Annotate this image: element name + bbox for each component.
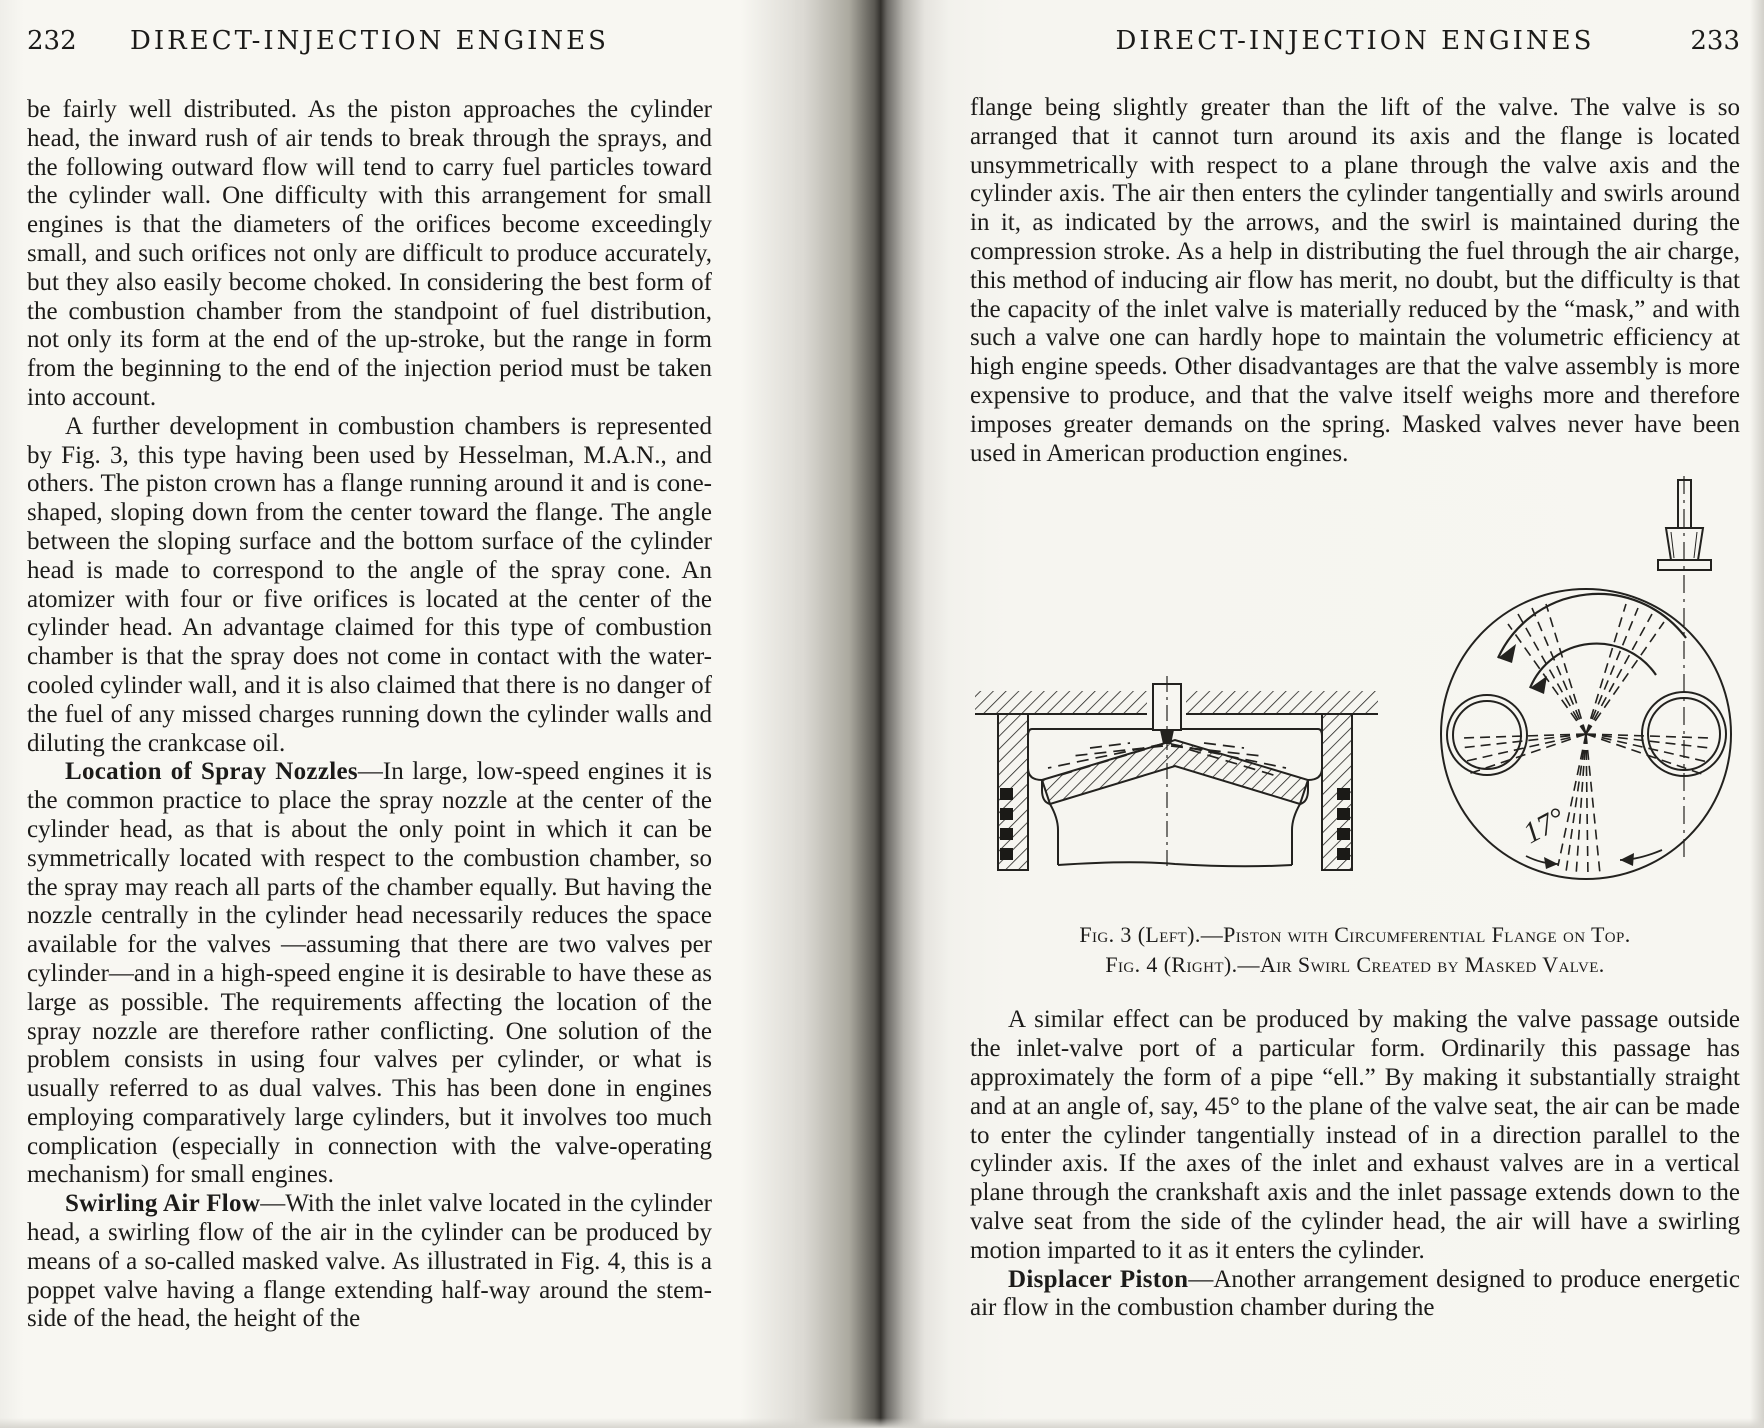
swirl-angle-label: 17° (1517, 801, 1571, 851)
left-page (0, 0, 795, 1428)
right-body-text-lower (970, 1006, 1740, 1323)
swirl-angle-annotation (1518, 802, 1662, 870)
left-page-title: DIRECT-INJECTION ENGINES (130, 26, 609, 56)
right-page (795, 0, 1764, 1428)
left-page-number: 232 (27, 26, 77, 56)
figure-caption-line2: Fig. 4 (Right).—Air Swirl Created by Masked Valve. (1105, 952, 1605, 978)
paragraph: flange being slightly greater than the lift of the valve. The valve is so arranged that it cannot turn around its axis and the flange is located unsymmetrically with respect to a plane through the valve axis and the cylinder axis. The air then enters the cylinder tangentially and swirls around in it, as indicated by the arrows, and the swirl is maintained during the compression stroke. As a help in distributing the fuel through the air charge, this method of inducing air flow has merit, no doubt, but the difficulty is that the capacity of the inlet valve is materially reduced by the “mask,” and with such a valve one can hardly hope to maintain the volumetric efficiency at high engine speeds. Other disadvantages are that the valve assembly is more expensive to produce, and that the valve itself weighs more and therefore imposes greater demands on the spring. Masked valves never have been used in American production engines. (970, 94, 1740, 467)
valve-circle-left (1447, 695, 1527, 775)
paragraph: A similar effect can be produced by making the valve passage outside the inlet-valve port of a particular form. Ordinarily this passage has approximately the form of a pipe “ell.” By making it substantially straight and at an angle of, say, 45° to the plane of the valve seat, the air can be made to enter the cylinder tangentially instead of in a direction parallel to the cylinder axis. If the axes of the inlet and exhaust valves are in a vertical plane through the crankshaft axis and the inlet passage extends down to the valve seat from the side of the cylinder head, the air will have a swirling motion imparted to it as it enters the cylinder. (970, 1006, 1740, 1264)
figure-caption-line1: Fig. 3 (Left).—Piston with Circumferential Flange on Top. (1079, 922, 1631, 948)
section-lead: Swirling Air Flow (65, 1190, 261, 1218)
paragraph: be fairly well distributed. As the piston approaches the cylinder head, the inward rush of air tends to break through the sprays, and the following outward flow will tend to carry fuel particles toward the cylinder wall. One difficulty with this arrangement for small engines is that the diameters of the orifices become exceedingly small, and such orifices not only are difficult to produce accurately, but they also easily become choked. In considering the best form of the combustion chamber from the standpoint of fuel distribution, not only its form at the end of the up-stroke, but the range in form from the beginning to the end of the injection period must be taken into account. (27, 96, 712, 411)
left-body-text (27, 96, 712, 1334)
figure-caption (970, 920, 1740, 980)
right-body-text (970, 94, 1740, 468)
figure-3-and-4 (970, 472, 1740, 914)
right-running-head (970, 20, 1740, 68)
paragraph-displacer-piston: Displacer Piston—Another arrangement designed to produce energetic air flow in the combustion chamber during the (970, 1265, 1740, 1322)
fig3-piston-diagram (975, 676, 1378, 870)
piston-crown (1042, 740, 1308, 804)
right-page-title: DIRECT-INJECTION ENGINES (1115, 26, 1595, 56)
left-running-head (27, 20, 712, 68)
engine-figures-drawing (970, 472, 1740, 914)
paragraph-location-of-spray-nozzles: Location of Spray Nozzles—In large, low-speed engines it is the common practice to place the spray nozzle at the center of the cylinder head, as that is about the only point in which it can be symmetrically located with respect to the combustion chamber, so the spray may reach all parts of the chamber equally. But having the nozzle centrally in the cylinder head necessarily reduces the space available for the valves —assuming that there are two valves per cylinder—and in a high-speed engine it is desirable to have these as large as possible. The requirements affecting the location of the spray nozzle are therefore rather conflicting. One solution of the problem consists in using four valves per cylinder, or what is usually referred to as dual valves. This has been done in engines employing comparatively large cylinders, but it involves too much complication (especially in connection with the valve-operating mechanism) for small engines. (27, 758, 712, 1189)
section-lead: Location of Spray Nozzles (65, 758, 358, 786)
right-page-number: 233 (1690, 26, 1740, 56)
paragraph: A further development in combustion chambers is represented by Fig. 3, this type having been used by Hesselman, M.A.N., and others. The piston crown has a flange running around it and is cone-shaped, sloping down from the center toward the flange. The angle between the sloping surface and the bottom surface of the cylinder head is made to correspond to the angle of the spray cone. An atomizer with four or five orifices is located at the center of the cylinder head. An advantage claimed for this type of combustion chamber is that the spray does not come in contact with the water-cooled cylinder wall, and it is also claimed that there is no danger of the fuel of any missed charges running down the cylinder walls and diluting the crankcase oil. (27, 412, 712, 757)
fig4-air-swirl-diagram (1441, 476, 1731, 879)
section-lead: Displacer Piston (1008, 1265, 1189, 1293)
paragraph-swirling-air-flow: Swirling Air Flow—With the inlet valve located in the cylinder head, a swirling flow of the air in the cylinder can be produced by means of a so-called masked valve. As illustrated in Fig. 4, this is a poppet valve having a flange extending half-way around the stem-side of the head, the height of the (27, 1190, 712, 1333)
